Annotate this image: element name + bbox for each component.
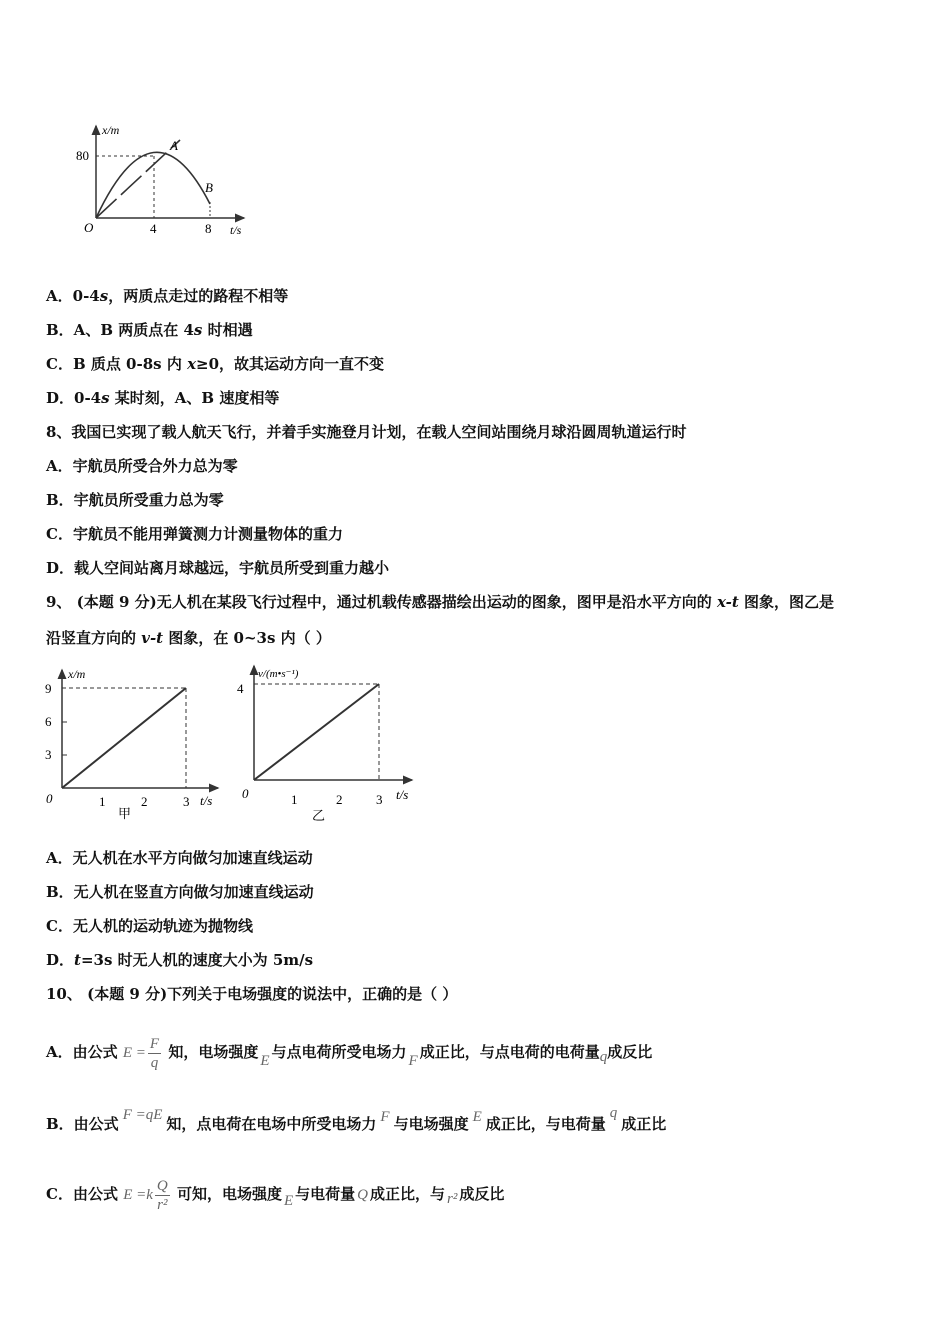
jia-y-tick-6: 6 xyxy=(45,714,52,729)
q7-x-tick-4: 4 xyxy=(150,221,157,236)
yi-origin: 0 xyxy=(242,786,249,801)
q9-option-d: D．t=3s 时无人机的速度大小为 5m/s xyxy=(46,951,314,969)
q9-graph-jia xyxy=(40,662,230,824)
q7-y-tick-80: 80 xyxy=(76,148,89,163)
q7-label-b: B xyxy=(205,180,213,195)
jia-caption: 甲 xyxy=(118,806,132,821)
yi-data-line xyxy=(254,684,379,780)
q10-c-formula-lhs: E =k xyxy=(123,1187,153,1203)
q7-option-a: A．0-4s，两质点走过的路程不相等 xyxy=(46,287,289,305)
jia-origin: 0 xyxy=(46,791,53,806)
q9-option-c: C．无人机的运动轨迹为抛物线 xyxy=(46,917,253,935)
yi-y-tick-4: 4 xyxy=(237,681,244,696)
q7-x-tick-8: 8 xyxy=(205,221,212,236)
q9-option-a: A．无人机在水平方向做匀加速直线运动 xyxy=(46,849,313,867)
q7-xt-graph xyxy=(72,118,262,246)
jia-y-tick-3: 3 xyxy=(45,747,52,762)
jia-data-line xyxy=(62,688,186,788)
yi-x-tick-3: 3 xyxy=(376,792,383,807)
yi-x-tick-1: 1 xyxy=(291,792,298,807)
jia-y-label: x/m xyxy=(68,667,86,681)
jia-y-tick-9: 9 xyxy=(45,681,52,696)
q10-c-fraction: $\frac{Q}{\text{r²}}$ xyxy=(156,1177,168,1213)
q9-stem-line1: 9、 (本题 9 分)无人机在某段飞行过程中，通过机载传感器描绘出运动的图象，图甲是沿水平方向的 x-t 图象，图乙是 xyxy=(46,593,835,611)
jia-x-tick-2: 2 xyxy=(141,794,148,809)
q7-option-d: D．0-4s 某时刻，A、B 速度相等 xyxy=(46,389,280,407)
q7-option-c: C．B 质点 0-8s 内 x≥0，故其运动方向一直不变 xyxy=(46,355,385,373)
q7-line-a xyxy=(96,140,180,218)
q7-option-b: B．A、B 两质点在 4s 时相遇 xyxy=(46,321,253,339)
jia-x-tick-1: 1 xyxy=(99,794,106,809)
jia-x-label: t/s xyxy=(200,793,213,808)
q9-graph-yi xyxy=(232,658,424,824)
q10-stem: 10、 (本题 9 分)下列关于电场强度的说法中，正确的是（ ） xyxy=(46,985,458,1003)
yi-y-label: v/(m•s⁻¹) xyxy=(258,668,299,680)
q10-a-fraction: $\frac{F}{q}$ xyxy=(149,1035,160,1071)
q7-origin: O xyxy=(84,220,94,235)
q8-option-b: B．宇航员所受重力总为零 xyxy=(46,491,224,509)
q8-option-d: D．载人空间站离月球越远，宇航员所受到重力越小 xyxy=(46,559,390,577)
q7-curve-b xyxy=(96,152,210,218)
q8-option-c: C．宇航员不能用弹簧测力计测量物体的重力 xyxy=(46,525,343,543)
jia-x-tick-3: 3 xyxy=(183,794,190,809)
q10-option-c: C．由公式 E =k $\frac{Q}{\text{r²}}$ 可知，电场强度 E 与电荷量 Q 成正比，与 r² 成反比 xyxy=(46,1177,505,1213)
q9-option-b: B．无人机在竖直方向做匀加速直线运动 xyxy=(46,883,314,901)
q10-b-formula: F =qE xyxy=(122,1107,163,1123)
q8-option-a: A．宇航员所受合外力总为零 xyxy=(46,457,238,475)
q7-label-a: A xyxy=(170,138,178,153)
q7-x-label: t/s xyxy=(230,223,242,237)
q7-y-label: x/m xyxy=(102,123,120,137)
yi-x-label: t/s xyxy=(396,787,409,802)
q10-option-b: B．由公式 F =qE 知，点电荷在电场中所受电场力 F 与电场强度 E 成正比，与电荷量q成正比 xyxy=(46,1105,667,1133)
q9-stem-line2: 沿竖直方向的 v-t 图象，在 0~3s 内（ ） xyxy=(46,629,331,647)
yi-caption: 乙 xyxy=(312,808,326,823)
q10-a-formula-lhs: E = xyxy=(122,1045,146,1061)
q10-option-a: A．由公式 E = $\frac{F}{q}$ 知，电场强度 E 与点电荷所受电场力 F 成正比，与点电荷的电荷量q成反比 xyxy=(46,1035,653,1071)
yi-x-tick-2: 2 xyxy=(336,792,343,807)
q8-stem: 8、我国已实现了载人航天飞行，并着手实施登月计划，在载人空间站围绕月球沿圆周轨道运行时 xyxy=(46,423,687,441)
